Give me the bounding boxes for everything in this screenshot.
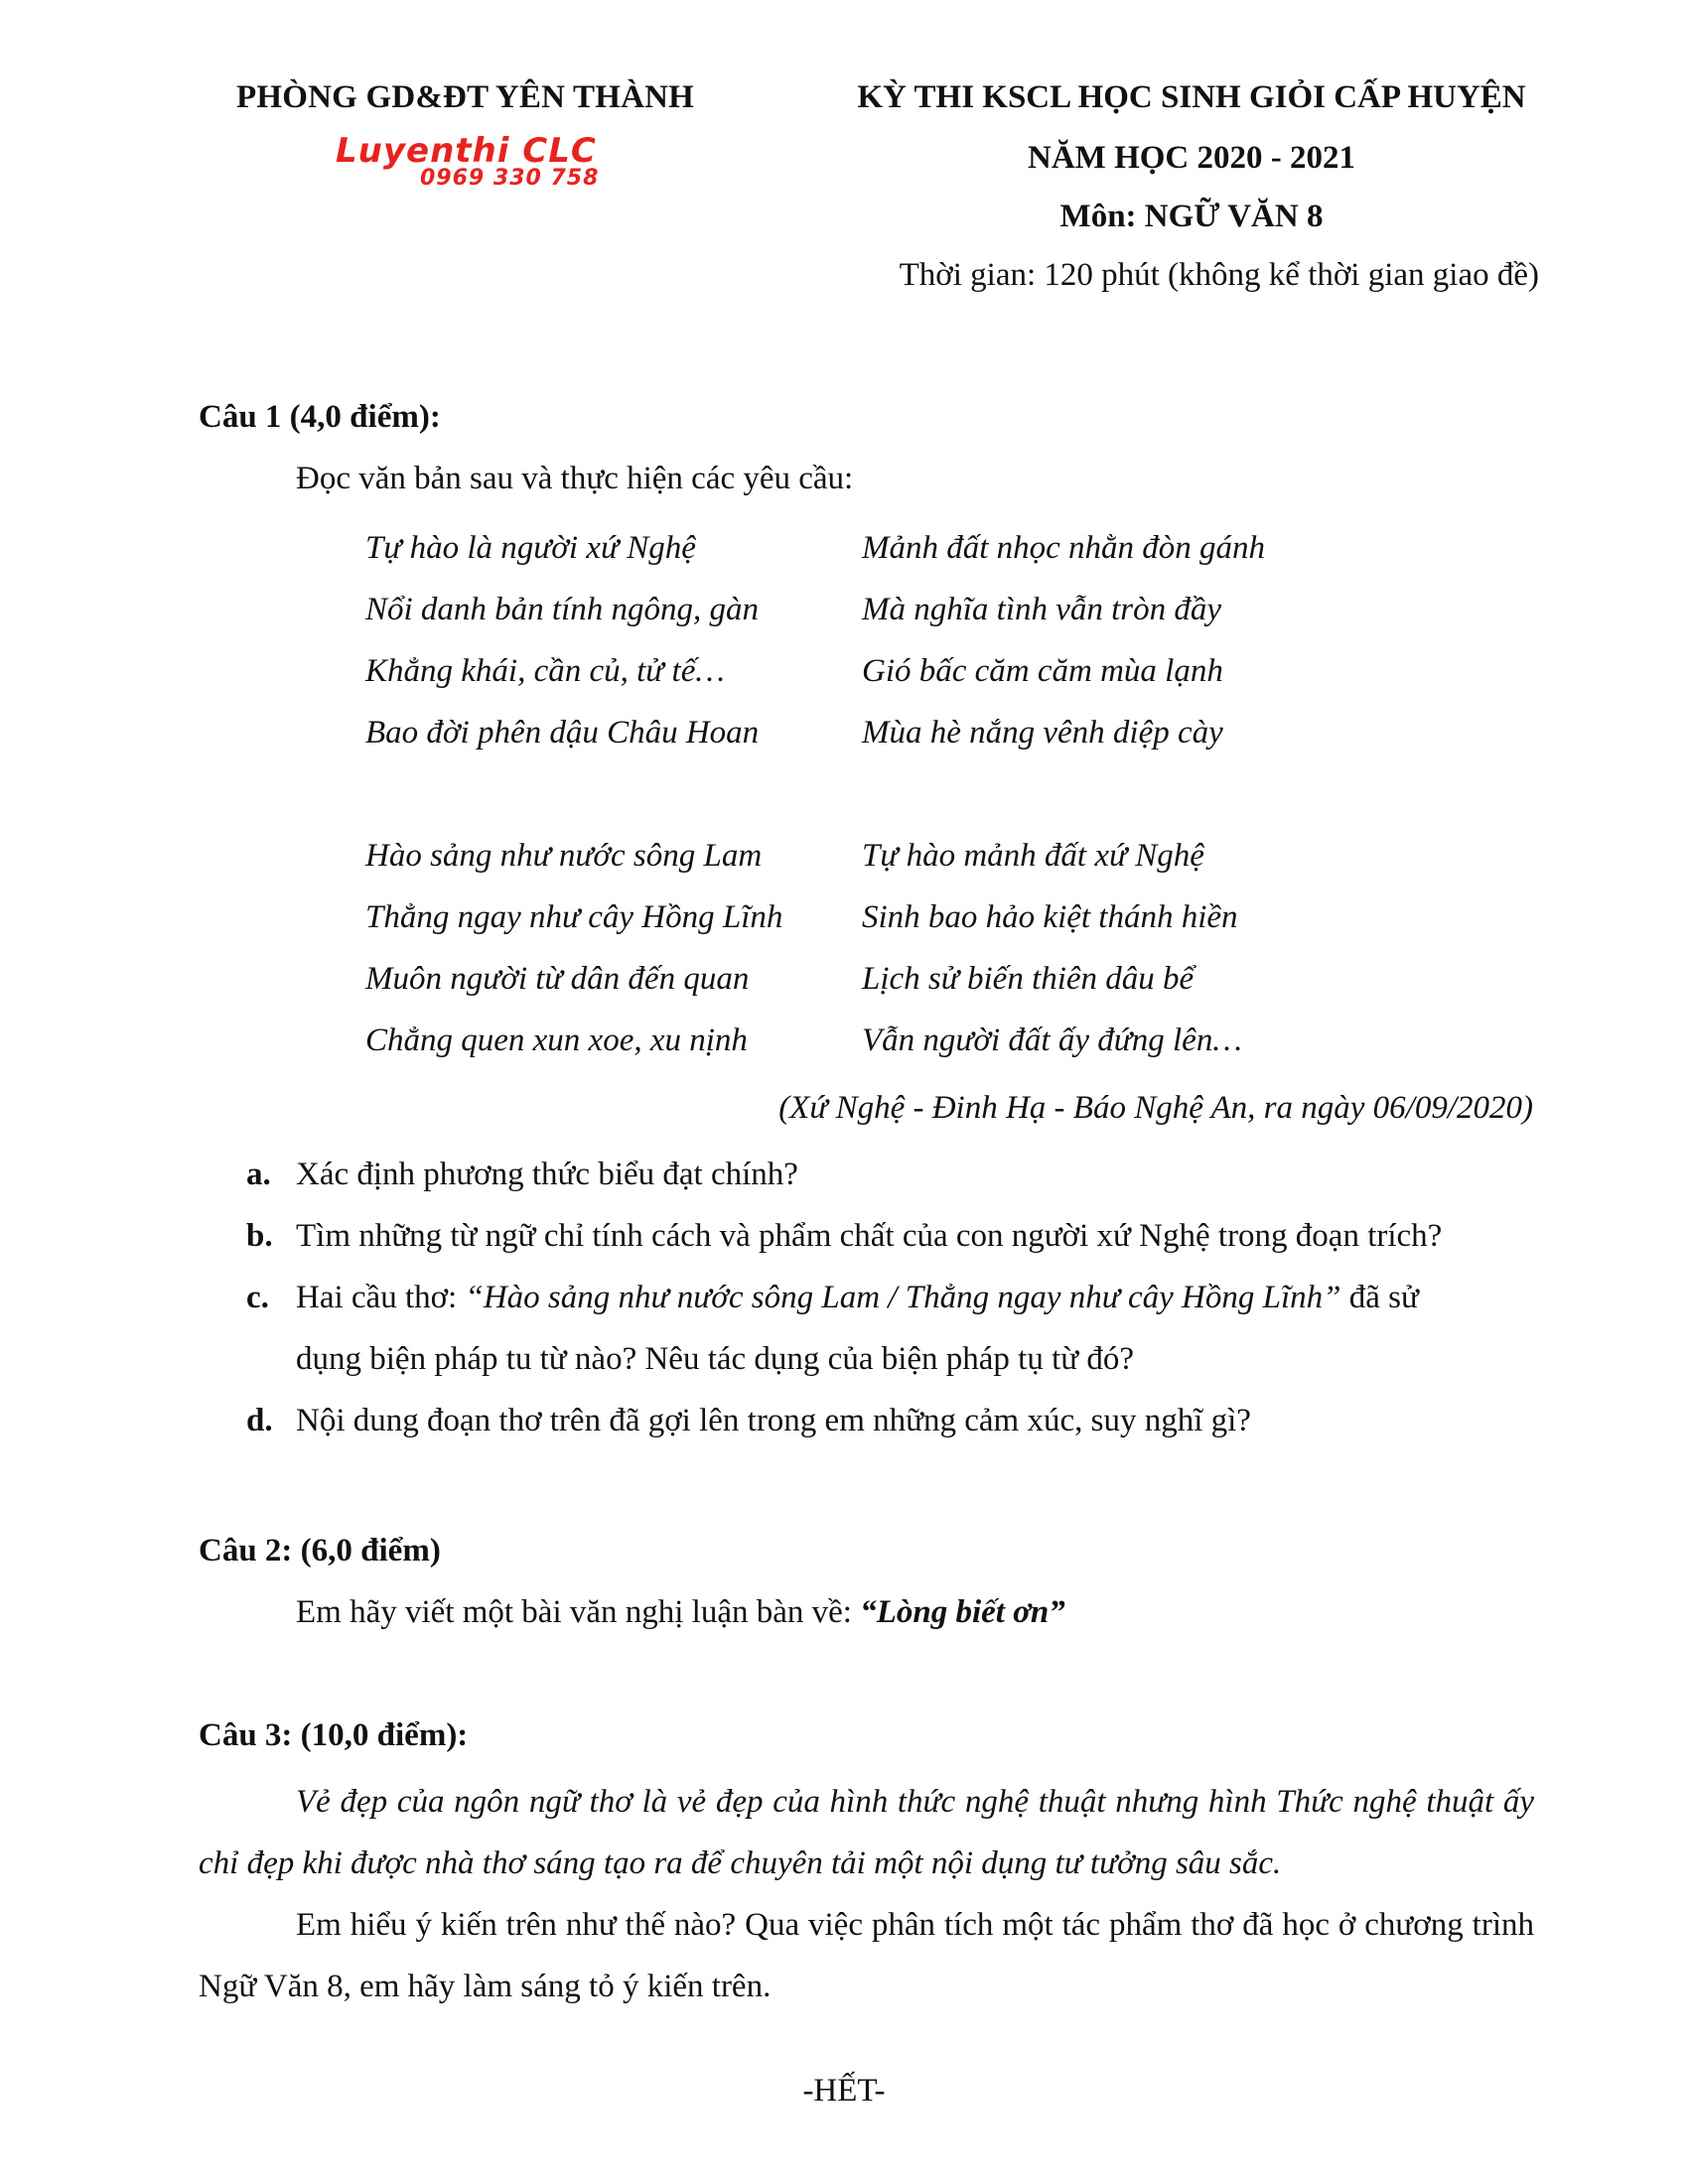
- exam-title: KỲ THI KSCL HỌC SINH GIỎI CẤP HUYỆN: [857, 79, 1526, 115]
- item-label: d.: [246, 1403, 273, 1438]
- item-text: Xác định phương thức biểu đạt chính?: [296, 1157, 798, 1192]
- header-left: [236, 79, 753, 194]
- logo: [336, 131, 633, 194]
- item-text-continued: dụng biện pháp tu từ nào? Nêu tác dụng của biện pháp tụ từ đó?: [296, 1341, 1135, 1377]
- item-text: Nội dung đoạn thơ trên đã gợi lên trong em những cảm xúc, suy nghĩ gì?: [296, 1403, 1251, 1438]
- poem-stanza-1: [365, 528, 1358, 774]
- question-2-title: Câu 2: (6,0 điểm): [199, 1533, 441, 1569]
- item-quote: “Hào sảng như nước sông Lam / Thẳng ngay như cây Hồng Lĩnh”: [465, 1280, 1341, 1315]
- poem-line: Chẳng quen xun xoe, xu nịnh: [365, 1023, 748, 1058]
- poem-line: Mùa hè nắng vênh diệp cày: [862, 715, 1223, 751]
- exam-time: Thời gian: 120 phút (không kể thời gian giao đề): [899, 257, 1539, 293]
- poem-line: Sinh bao hảo kiệt thánh hiền: [862, 899, 1238, 935]
- poem-line: Muôn người từ dân đến quan: [365, 961, 750, 997]
- question-3-quote: Vẻ đẹp của ngôn ngữ thơ là vẻ đẹp của hình thức nghệ thuật nhưng hình Thức nghệ thuật ấy chỉ đẹp khi được nhà thơ sáng tạo ra để chuyên tải một nội dụng tư tưởng sâu sắc.: [199, 1784, 1534, 1881]
- item-text: đã sử: [1340, 1280, 1419, 1315]
- item-text: Tìm những từ ngữ chỉ tính cách và phẩm chất của con người xứ Nghệ trong đoạn trích?: [296, 1218, 1443, 1254]
- poem-line: Mà nghĩa tình vẫn tròn đầy: [862, 592, 1222, 627]
- question-3-title: Câu 3: (10,0 điểm):: [199, 1717, 469, 1753]
- poem-line: Lịch sử biến thiên dâu bể: [862, 961, 1195, 997]
- poem-line: Thẳng ngay như cây Hồng Lĩnh: [365, 899, 783, 935]
- poem-column-left: [365, 528, 862, 774]
- question-1d: [246, 1390, 1537, 1451]
- item-label: c.: [246, 1280, 269, 1315]
- item-label: a.: [246, 1157, 271, 1192]
- poem-column-right: [862, 528, 1358, 774]
- poem-column-right: [862, 836, 1358, 1082]
- poem-line: Mảnh đất nhọc nhằn đòn gánh: [862, 530, 1266, 566]
- poem-column-left: [365, 836, 862, 1082]
- question-2-text: Em hãy viết một bài văn nghị luận bàn về:: [296, 1594, 861, 1630]
- logo-phone: 0969 330 758: [420, 166, 600, 191]
- question-2-prompt: [296, 1594, 1065, 1631]
- poem-line: Tự hào mảnh đất xứ Nghệ: [862, 838, 1204, 874]
- question-1-title: Câu 1 (4,0 điểm):: [199, 399, 441, 435]
- question-1b: [246, 1205, 1537, 1267]
- poem-line: Tự hào là người xứ Nghệ: [365, 530, 696, 566]
- poem-line: Khẳng khái, cần củ, tử tế…: [365, 653, 725, 689]
- school-year: NĂM HỌC 2020 - 2021: [1028, 140, 1355, 176]
- question-1-instruction: Đọc văn bản sau và thực hiện các yêu cầu:: [296, 461, 854, 496]
- poem-line: Gió bấc căm căm mùa lạnh: [862, 653, 1223, 689]
- item-text: Hai cầu thơ:: [296, 1280, 466, 1315]
- subject: Môn: NGỮ VĂN 8: [1059, 199, 1324, 234]
- poem-stanza-2: [365, 836, 1358, 1082]
- poem-line: Vẫn người đất ấy đứng lên…: [862, 1023, 1242, 1058]
- header-right: [814, 79, 1569, 294]
- logo-text: Luyenthi CLC: [336, 131, 597, 171]
- item-label: b.: [246, 1218, 273, 1254]
- question-1c: [246, 1267, 1537, 1390]
- end-marker: -HẾT-: [802, 2073, 886, 2109]
- poem-source: (Xứ Nghệ - Đinh Hạ - Báo Nghệ An, ra ngày 06/09/2020): [778, 1090, 1533, 1126]
- poem-line: Bao đời phên dậu Châu Hoan: [365, 715, 760, 751]
- poem: [365, 528, 1358, 1082]
- department-name: PHÒNG GD&ĐT YÊN THÀNH: [236, 79, 695, 115]
- poem-line: Nổi danh bản tính ngông, gàn: [365, 592, 760, 627]
- question-1a: [246, 1144, 1537, 1205]
- poem-line: Hào sảng như nước sông Lam: [365, 838, 763, 874]
- question-3-task: Em hiểu ý kiến trên như thế nào? Qua việc phân tích một tác phẩm thơ đã học ở chương trình Ngữ Văn 8, em hãy làm sáng tỏ ý kiến trên.: [199, 1907, 1534, 2004]
- question-2-topic: “Lòng biết ơn”: [860, 1594, 1065, 1630]
